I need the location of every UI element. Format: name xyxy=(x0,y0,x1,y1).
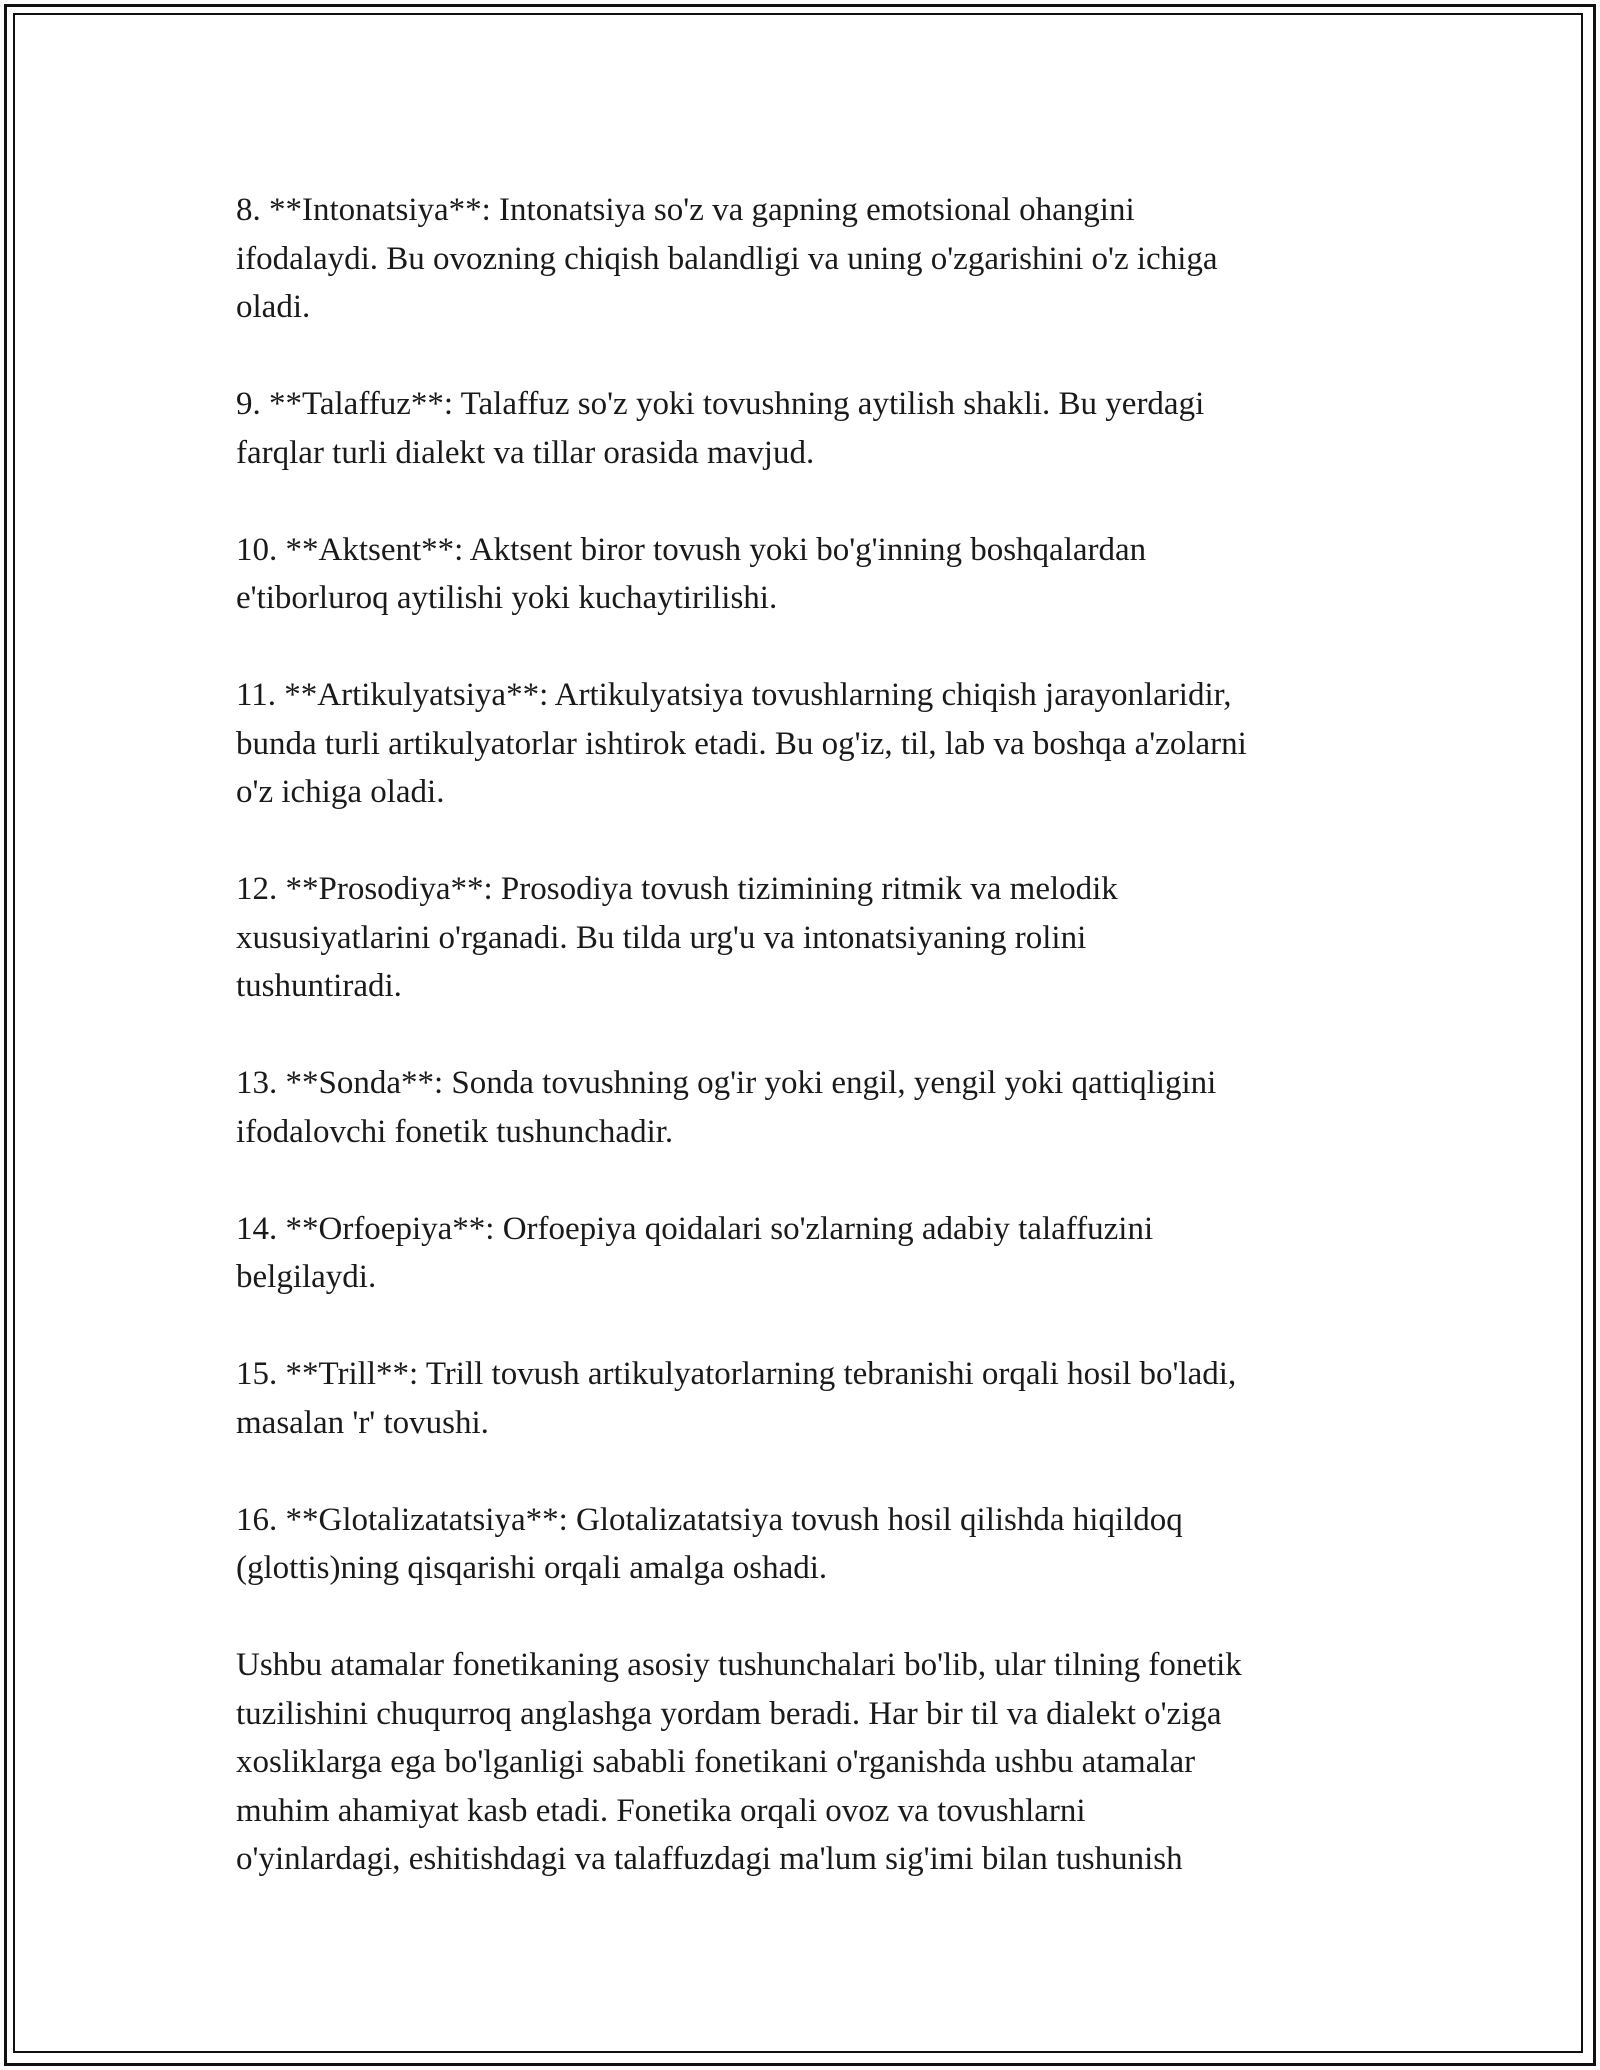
paragraph-sonda: 13. **Sonda**: Sonda tovushning og'ir yoki engil, yengil yoki qattiqligini ifodalovchi fonetik tushunchadir. xyxy=(236,1065,1217,1150)
paragraph-intonatsiya: 8. **Intonatsiya**: Intonatsiya so'z va gapning emotsional ohangini ifodalaydi. Bu ovozning chiqish balandligi va uning o'zgarishini o'z ichiga oladi. xyxy=(236,192,1218,325)
paragraph-artikulyatsiya: 11. **Artikulyatsiya**: Artikulyatsiya tovushlarning chiqish jarayonlaridir, bunda turli artikulyatorlar ishtirok etadi. Bu og'iz, til, lab va boshqa a'zolarni o'z ichiga oladi. xyxy=(236,677,1247,810)
paragraph-orfoepiya: 14. **Orfoepiya**: Orfoepiya qoidalari so'zlarning adabiy talaffuzini belgilaydi. xyxy=(236,1210,1154,1295)
paragraph-trill: 15. **Trill**: Trill tovush artikulyatorlarning tebranishi orqali hosil bo'ladi, masalan 'r' tovushi. xyxy=(236,1356,1237,1441)
paragraph-glotalizatatsiya: 16. **Glotalizatatsiya**: Glotalizatatsiya tovush hosil qilishda hiqildoq (glottis)ning qisqarishi orqali amalga oshadi. xyxy=(236,1501,1183,1586)
paragraph-aktsent: 10. **Aktsent**: Aktsent biror tovush yoki bo'g'inning boshqalardan e'tiborluroq aytilishi yoki kuchaytirilishi. xyxy=(236,531,1147,616)
paragraph-prosodiya: 12. **Prosodiya**: Prosodiya tovush tizimining ritmik va melodik xususiyatlarini o'rganadi. Bu tilda urg'u va intonatsiyaning rolini tushuntiradi. xyxy=(236,871,1118,1004)
paragraph-conclusion: Ushbu atamalar fonetikaning asosiy tushunchalari bo'lib, ular tilning fonetik tuzilishini chuqurroq anglashga yordam beradi. Har bir til va dialekt o'ziga xosliklarga ega bo'lganligi sababli fonetikani o'rganishda ushbu atamalar muhim ahamiyat kasb etadi. Fonetika orqali ovoz va tovushlarni o'yinlardagi, eshitishdagi va talaffuzdagi ma'lum sig'imi bilan tushunish xyxy=(236,1647,1242,1877)
paragraph-talaffuz: 9. **Talaffuz**: Talaffuz so'z yoki tovushning aytilish shakli. Bu yerdagi farqlar turli dialekt va tillar orasida mavjud. xyxy=(236,386,1205,471)
document-body xyxy=(236,186,1386,1932)
